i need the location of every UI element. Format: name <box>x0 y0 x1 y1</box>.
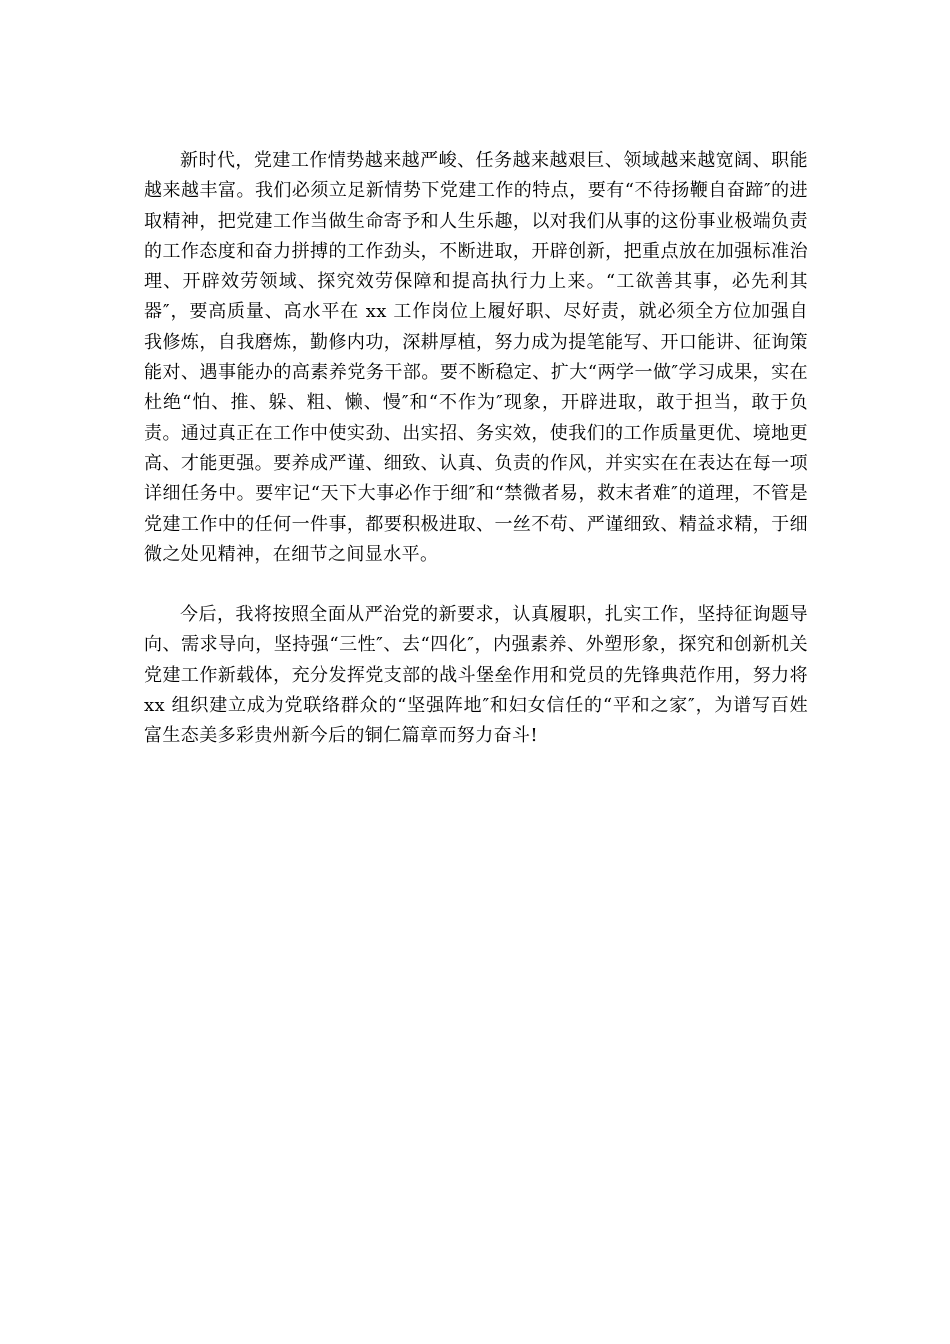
document-body <box>144 146 808 752</box>
paragraph-1: 新时代，党建工作情势越来越严峻、任务越来越艰巨、领域越来越宽阔、职能越来越丰富。我们必须立足新情势下党建工作的特点，要有“不待扬鞭自奋蹄″的进取精神，把党建工作当做生命寄予和人生乐趣，以对我们从事的这份事业极端负责的工作态度和奋力拼搏的工作劲头，不断进取，开辟创新，把重点放在加强标准治理、开辟效劳领域、探究效劳保障和提高执行力上来。“工欲善其事，必先利其器″，要高质量、高水平在 xx 工作岗位上履好职、尽好责，就必须全方位加强自我修炼，自我磨炼，勤修内功，深耕厚植，努力成为提笔能写、开口能讲、征询策能对、遇事能办的高素养党务干部。要不断稳定、扩大“两学一做″学习成果，实在杜绝“怕、推、躲、粗、懒、慢″和“不作为″现象，开辟进取，敢于担当，敢于负责。通过真正在工作中使实劲、出实招、务实效，使我们的工作质量更优、境地更高、才能更强。要养成严谨、细致、认真、负责的作风，并实实在在表达在每一项详细任务中。要牢记“天下大事必作于细″和“禁微者易，救末者难″的道理，不管是党建工作中的任何一件事，都要积极进取、一丝不苟、严谨细致、精益求精，于细微之处见精神，在细节之间显水平。 <box>144 150 808 565</box>
paragraph-2: 今后，我将按照全面从严治党的新要求，认真履职，扎实工作，坚持征询题导向、需求导向，坚持强“三性″、去“四化″，内强素养、外塑形象，探究和创新机关党建工作新载体，充分发挥党支部的战斗堡垒作用和党员的先锋典范作用，努力将 xx 组织建立成为党联络群众的“坚强阵地″和妇女信任的“平和之家″，为谱写百姓富生态美多彩贵州新今后的铜仁篇章而努力奋斗! <box>144 604 808 747</box>
